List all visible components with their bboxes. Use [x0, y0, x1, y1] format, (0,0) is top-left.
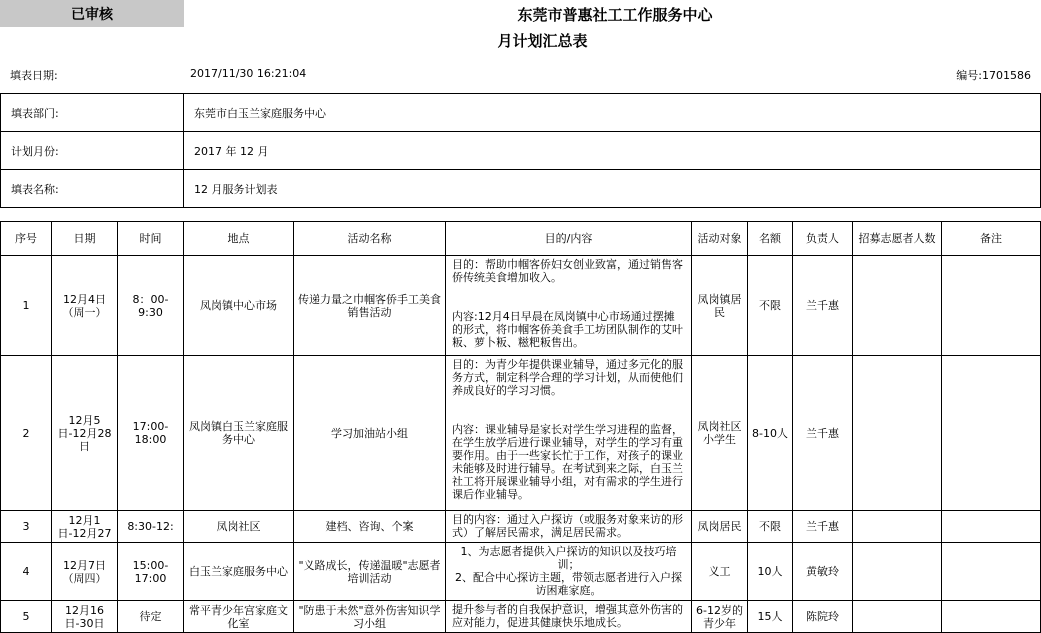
content-detail: 内容：课业辅导是家长对学生学习进程的监督，在学生放学后进行课业辅导，对学生的学习有重要作用。由于一些家长忙于工作，对孩子的课业未能够及时进行辅导。在考试到来之际，白玉兰社工将开展课业辅导小组，对有需求的学生进行课后作业辅导。	[452, 423, 683, 501]
serial-value: 1701586	[982, 69, 1031, 82]
cell-time: 待定	[118, 601, 184, 633]
cell-content	[446, 601, 692, 633]
cell-leader: 陈院玲	[793, 601, 853, 633]
cell-activity: 传递力量之巾帼客侨手工美食销售活动	[294, 256, 446, 356]
cell-no: 5	[1, 601, 52, 633]
cell-volunteers	[853, 356, 942, 511]
table-row	[1, 356, 1041, 511]
info-row-form-name	[1, 170, 1041, 208]
cell-content	[446, 511, 692, 543]
serial-number	[956, 67, 1031, 83]
header-leader: 负责人	[793, 222, 853, 256]
cell-remark	[942, 256, 1041, 356]
cell-remark	[942, 356, 1041, 511]
fill-date-label: 填表日期:	[10, 69, 58, 82]
cell-quota: 不限	[748, 511, 793, 543]
table-row	[1, 543, 1041, 601]
org-title: 东莞市普惠社工工作服务中心	[517, 6, 713, 24]
header-quota: 名额	[748, 222, 793, 256]
table-header-row	[1, 222, 1041, 256]
cell-time: 8:30-12:	[118, 511, 184, 543]
cell-no: 1	[1, 256, 52, 356]
cell-quota: 15人	[748, 601, 793, 633]
cell-target: 义工	[692, 543, 748, 601]
cell-quota: 8-10人	[748, 356, 793, 511]
cell-time: 15:00-17:00	[118, 543, 184, 601]
cell-content	[446, 356, 692, 511]
department-value: 东莞市白玉兰家庭服务中心	[184, 94, 1041, 132]
cell-leader: 兰千惠	[793, 511, 853, 543]
cell-content	[446, 543, 692, 601]
header-place: 地点	[184, 222, 294, 256]
info-row-plan-month	[1, 132, 1041, 170]
form-name-value: 12 月服务计划表	[184, 170, 1041, 208]
header-content: 目的/内容	[446, 222, 692, 256]
header-remark: 备注	[942, 222, 1041, 256]
form-name-label: 填表名称:	[1, 170, 184, 208]
cell-target: 凤岗社区小学生	[692, 356, 748, 511]
cell-leader: 黄敏玲	[793, 543, 853, 601]
cell-date: 12月5日-12月28日	[52, 356, 118, 511]
cell-leader: 兰千惠	[793, 256, 853, 356]
cell-activity: 学习加油站小组	[294, 356, 446, 511]
cell-activity: "防患于未然"意外伤害知识学习小组	[294, 601, 446, 633]
cell-place: 白玉兰家庭服务中心	[184, 543, 294, 601]
header-activity: 活动名称	[294, 222, 446, 256]
info-row-department	[1, 94, 1041, 132]
cell-time: 8：00-9:30	[118, 256, 184, 356]
content-purpose: 目的内容：通过入户探访（或服务对象来访的形式）了解居民需求，满足居民需求。	[452, 513, 683, 539]
cell-target: 凤岗镇居民	[692, 256, 748, 356]
status-badge: 已审核	[0, 0, 184, 27]
info-table	[0, 93, 1041, 208]
cell-remark	[942, 601, 1041, 633]
plan-month-label: 计划月份:	[1, 132, 184, 170]
cell-place: 凤岗镇白玉兰家庭服务中心	[184, 356, 294, 511]
cell-remark	[942, 543, 1041, 601]
cell-no: 3	[1, 511, 52, 543]
content-purpose: 提升参与者的自我保护意识，增强其意外伤害的应对能力，促进其健康快乐地成长。	[452, 603, 683, 629]
cell-place: 凤岗社区	[184, 511, 294, 543]
table-row	[1, 256, 1041, 356]
cell-target: 凤岗居民	[692, 511, 748, 543]
cell-content	[446, 256, 692, 356]
header-date: 日期	[52, 222, 118, 256]
department-label: 填表部门:	[1, 94, 184, 132]
cell-no: 2	[1, 356, 52, 511]
cell-no: 4	[1, 543, 52, 601]
content-purpose: 目的：为青少年提供课业辅导，通过多元化的服务方式，制定科学合理的学习计划，从而使他们养成良好的学习习惯。	[452, 358, 683, 397]
cell-volunteers	[853, 601, 942, 633]
cell-time: 17:00-18:00	[118, 356, 184, 511]
content-detail: 2、配合中心探访主题，带领志愿者进行入户探访困难家庭。	[455, 571, 682, 597]
plan-month-value: 2017 年 12 月	[184, 132, 1041, 170]
cell-date: 12月7日（周四）	[52, 543, 118, 601]
cell-leader: 兰千惠	[793, 356, 853, 511]
cell-date: 12月16日-30日	[52, 601, 118, 633]
header-time: 时间	[118, 222, 184, 256]
cell-quota: 不限	[748, 256, 793, 356]
cell-date: 12月4日（周一）	[52, 256, 118, 356]
content-purpose: 1、为志愿者提供入户探访的知识以及技巧培训；	[460, 545, 677, 571]
cell-place: 凤岗镇中心市场	[184, 256, 294, 356]
cell-volunteers	[853, 256, 942, 356]
cell-quota: 10人	[748, 543, 793, 601]
table-row	[1, 601, 1041, 633]
cell-activity: 建档、咨询、个案	[294, 511, 446, 543]
content-purpose: 目的：帮助巾帼客侨妇女创业致富，通过销售客侨传统美食增加收入。	[452, 258, 683, 284]
form-title: 月计划汇总表	[497, 32, 588, 50]
content-detail: 内容:12月4日早晨在凤岗镇中心市场通过摆摊的形式，将巾帼客侨美食手工坊团队制作的艾叶粄、萝卜粄、糍粑粄售出。	[452, 310, 683, 349]
cell-remark	[942, 511, 1041, 543]
cell-volunteers	[853, 511, 942, 543]
cell-target: 6-12岁的青少年	[692, 601, 748, 633]
fill-date-value: 2017/11/30 16:21:04	[190, 67, 307, 80]
header-volunteers: 招募志愿者人数	[853, 222, 942, 256]
header-target: 活动对象	[692, 222, 748, 256]
cell-date: 12月1日-12月27	[52, 511, 118, 543]
header-no: 序号	[1, 222, 52, 256]
plan-table	[0, 221, 1041, 633]
cell-place: 常平青少年宫家庭文化室	[184, 601, 294, 633]
cell-activity: "义路成长，传递温暖"志愿者培训活动	[294, 543, 446, 601]
serial-label: 编号:	[956, 69, 982, 82]
cell-volunteers	[853, 543, 942, 601]
table-row	[1, 511, 1041, 543]
